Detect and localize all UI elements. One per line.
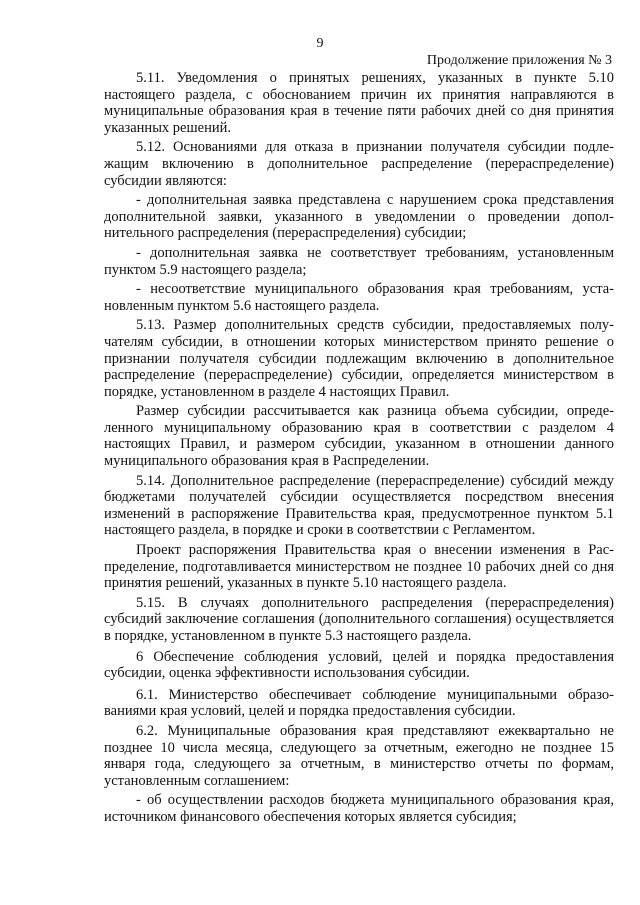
paragraph-5-14: 5.14. Дополнительное распределение (перераспределение) субсидий между бюджетами получателей субсидии осуществляется посредством внесения изменений в распоряжение Правительства края, предусмотренное пунктом 5.1 настоящего раздела, в порядке и сроки в соответствии с Регламентом. xyxy=(104,472,614,539)
paragraph-draft-order: Проект распоряжения Правительства края о внесении изменения в Распределение, подготавливается министерством не позднее 10 рабочих дней со дня принятия решений, указанных в пункте 5.10 настоящего раздела. xyxy=(104,542,614,592)
paragraph-6-2: 6.2. Муниципальные образования края представляют ежеквартально не позднее 10 числа месяца, следующего за отчетным, ежегодно не позднее 15 января года, следующего за отчетным, в министерство отчеты по формам, установленным соглашением: xyxy=(104,722,614,789)
list-item-municipality-noncompliance: - несоответствие муниципального образования края требованиям, установленным пунктом 5.6 настоящего раздела. xyxy=(104,281,614,314)
section-6-heading: 6 Обеспечение соблюдения условий, целей и порядка предоставления субсидии, оценка эффективности использования субсидии. xyxy=(104,648,614,682)
paragraph-5-12: 5.12. Основаниями для отказа в признании получателя субсидии подлежащим включению в дополнительное распределение (перераспределение) субсидии являются: xyxy=(104,139,614,189)
list-item-expenditure-report: - об осуществлении расходов бюджета муниципального образования края, источником финансового обеспечения которых является субсидия; xyxy=(104,792,614,825)
paragraph-5-13: 5.13. Размер дополнительных средств субсидии, предоставляемых получателям субсидии, в отношении которых министерством принято решение о признании получателя субсидии подлежащим включению в дополнительное распределение (перераспределение) субсидии, определяется министерством в порядке, установленном в разделе 4 настоящих Правил. xyxy=(104,317,614,400)
document-body xyxy=(104,70,614,829)
paragraph-6-1: 6.1. Министерство обеспечивает соблюдение муниципальными образованиями края условий, целей и порядка предоставления субсидии. xyxy=(104,686,614,720)
paragraph-5-15: 5.15. В случаях дополнительного распределения (перераспределения) субсидий заключение соглашения (дополнительного соглашения) осуществляется в порядке, установленном в пункте 5.3 настоящего раздела. xyxy=(104,594,614,644)
list-item-late-application: - дополнительная заявка представлена с нарушением срока представления дополнительной заявки, указанного в уведомлении о проведении дополнительного распределения (перераспределения) субсидии; xyxy=(104,192,614,242)
paragraph-subsidy-size: Размер субсидии рассчитывается как разница объема субсидии, определенного муниципальному образованию края в соответствии с разделом 4 настоящих Правил, и размером субсидии, указанном в отношении данного муниципального образования края в Распределении. xyxy=(104,403,614,470)
paragraph-5-11: 5.11. Уведомления о принятых решениях, указанных в пункте 5.10 настоящего раздела, с обоснованием причин их принятия направляются в муниципальные образования края в течение пяти рабочих дней со дня принятия указанных решений. xyxy=(104,70,614,136)
list-item-requirements-mismatch: - дополнительная заявка не соответствует требованиям, установленным пунктом 5.9 настоящего раздела; xyxy=(104,244,614,278)
page-number: 9 xyxy=(316,36,324,51)
appendix-continuation-note: Продолжение приложения № 3 xyxy=(426,53,612,68)
